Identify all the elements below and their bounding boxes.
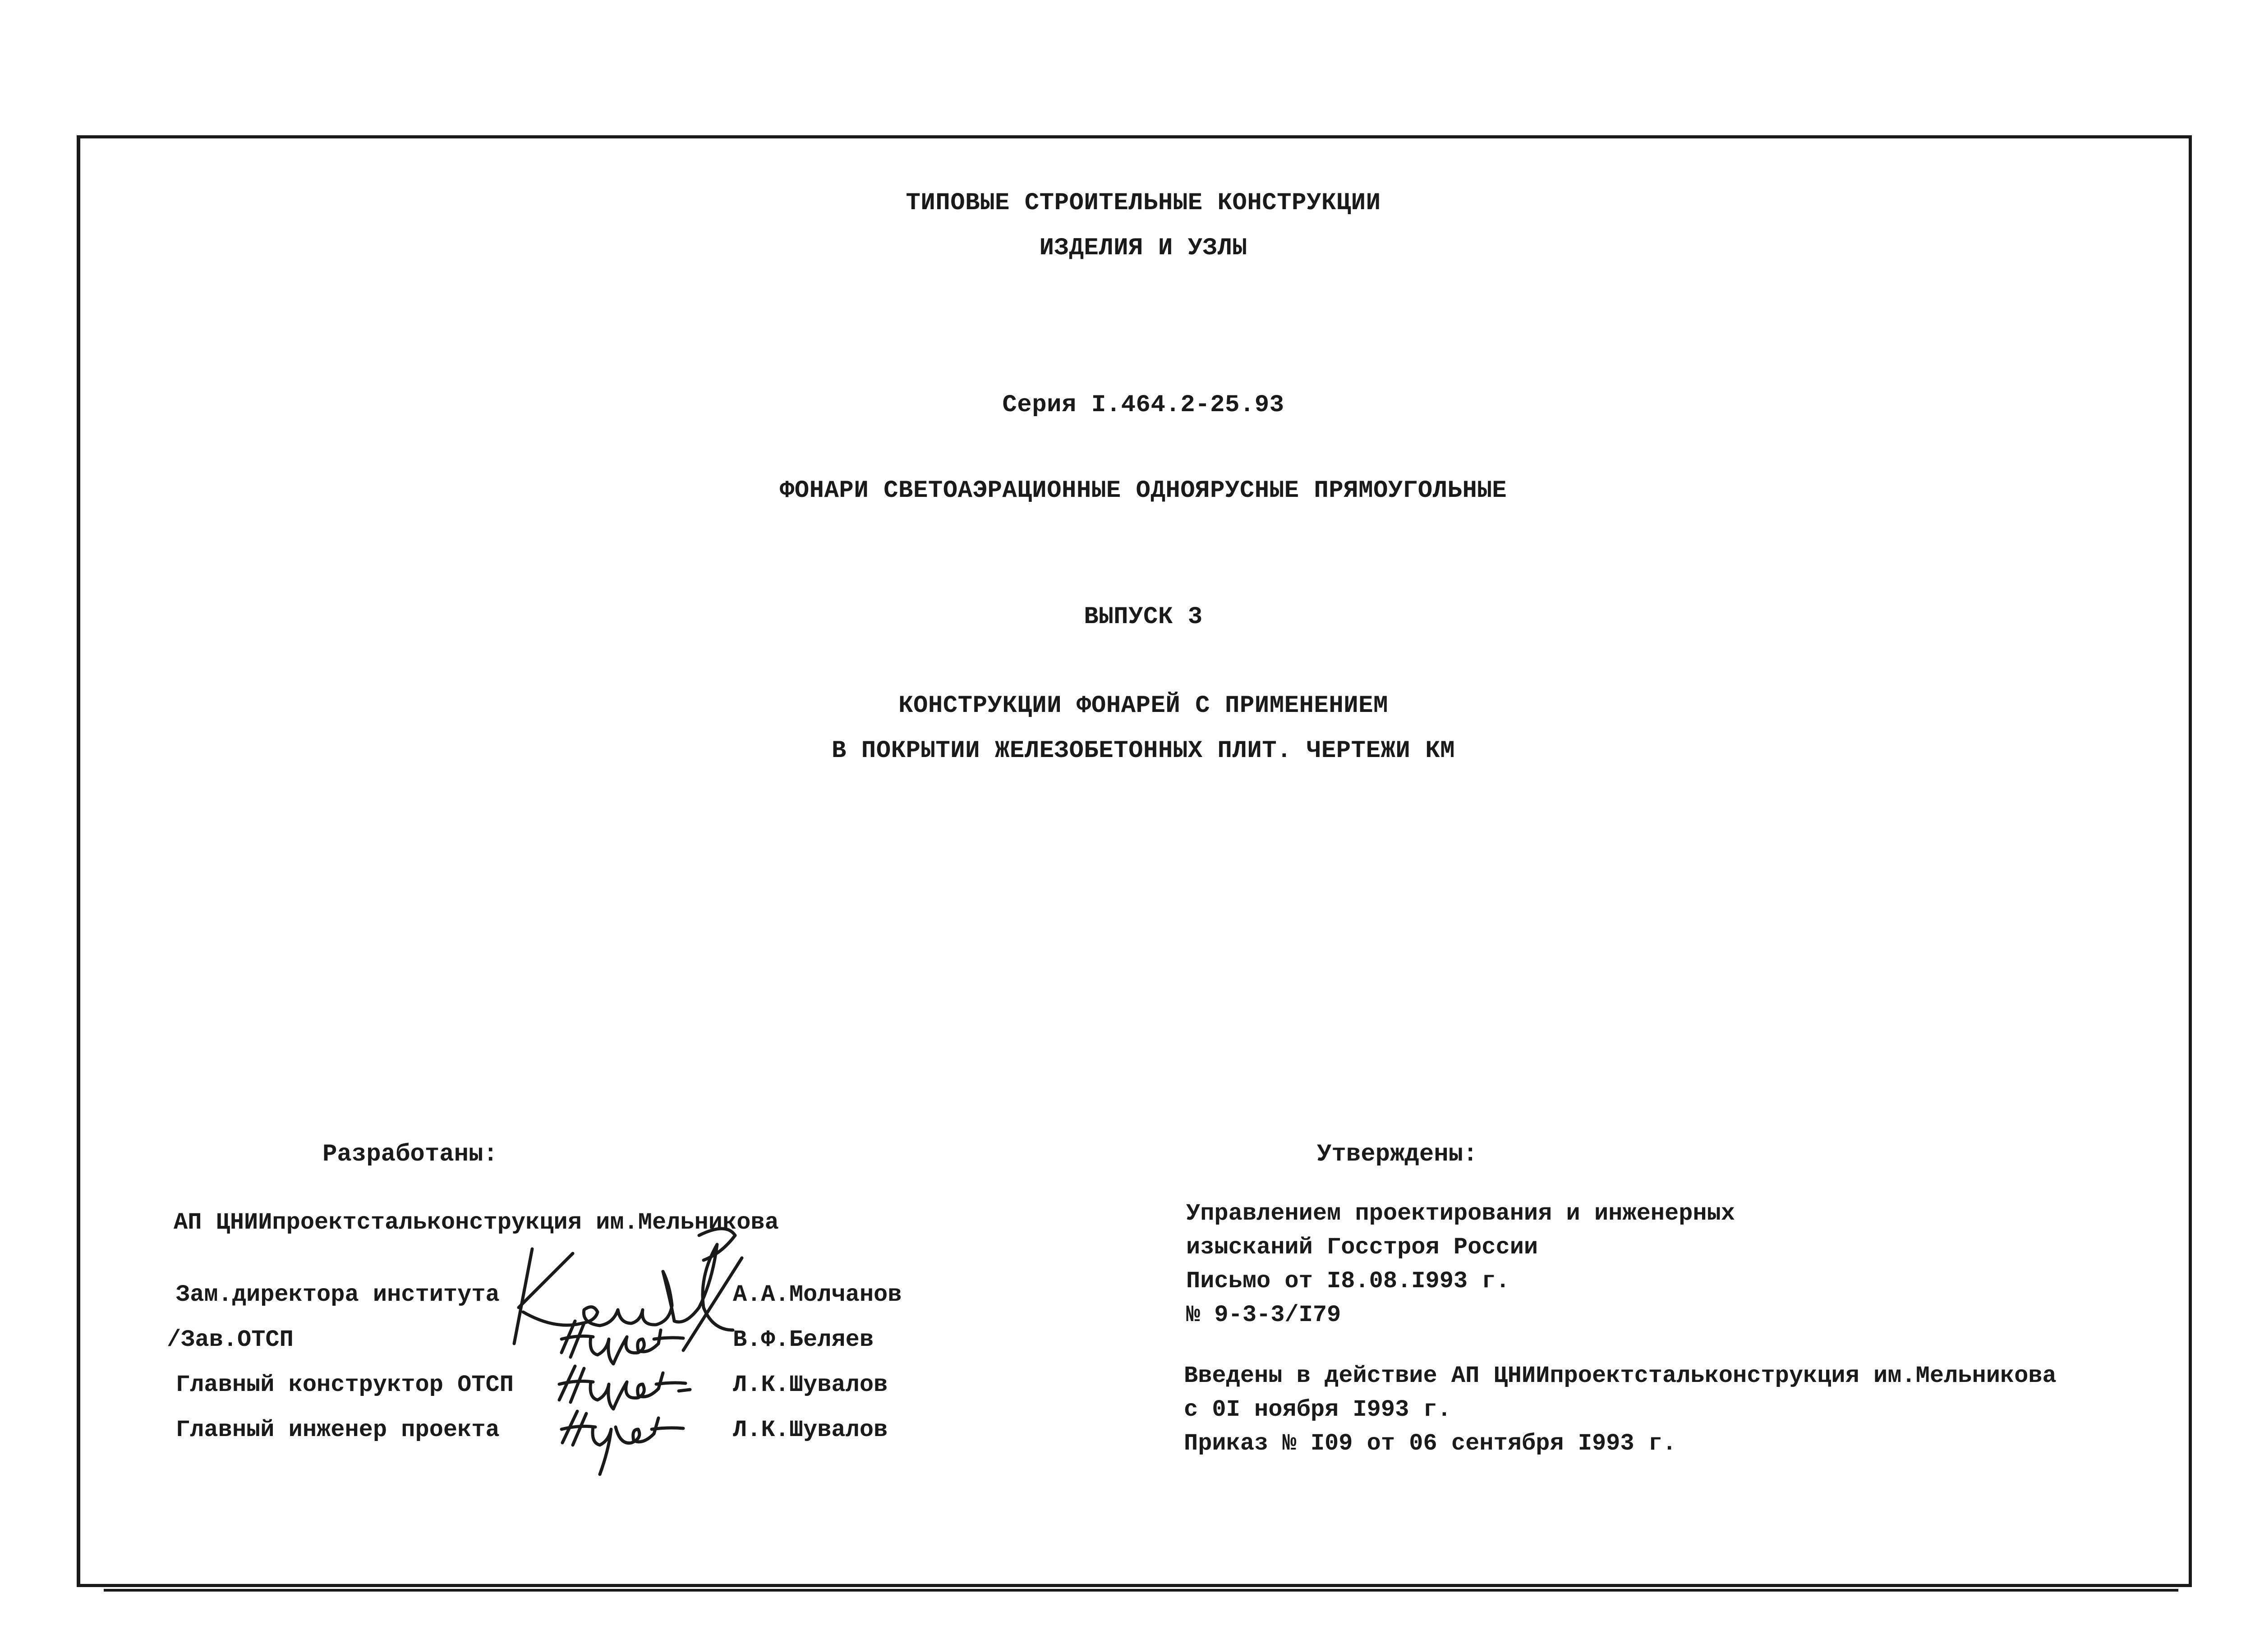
developed-heading: Разработаны: [322, 1141, 498, 1168]
enactment-line: с 0I ноября I993 г. [1184, 1396, 1451, 1423]
signatory-role: Зам.директора института [176, 1281, 500, 1308]
enactment-line: Приказ № I09 от 06 сентября I993 г. [1184, 1430, 1677, 1457]
series-number: Серия I.464.2-25.93 [1002, 391, 1284, 419]
developer-organization: АП ЦНИИпроектстальконструкция им.Мельникова [174, 1209, 779, 1236]
signatory-role: Главный конструктор ОТСП [176, 1372, 514, 1398]
header-line-1: ТИПОВЫЕ СТРОИТЕЛЬНЫЕ КОНСТРУКЦИИ [906, 189, 1381, 217]
signatory-name: Л.К.Шувалов [733, 1372, 888, 1398]
approval-line: № 9-3-3/I79 [1186, 1302, 1341, 1328]
signatory-role: Главный инженер проекта [176, 1417, 500, 1443]
issue-title-line-1: КОНСТРУКЦИИ ФОНАРЕЙ С ПРИМЕНЕНИЕМ [898, 692, 1388, 720]
issue-title-line-2: В ПОКРЫТИИ ЖЕЛЕЗОБЕТОННЫХ ПЛИТ. ЧЕРТЕЖИ КМ [831, 737, 1455, 765]
approved-heading: Утверждены: [1317, 1141, 1478, 1168]
header-line-2: ИЗДЕЛИЯ И УЗЛЫ [1039, 234, 1247, 262]
approval-line: изысканий Госстроя России [1186, 1234, 1538, 1261]
signatory-name: В.Ф.Беляев [733, 1326, 874, 1353]
issue-number: ВЫПУСК 3 [1084, 603, 1203, 631]
bottom-rule [104, 1589, 2178, 1592]
approval-line: Письмо от I8.08.I993 г. [1186, 1268, 1510, 1294]
signatory-name: Л.К.Шувалов [733, 1417, 888, 1443]
enactment-line: Введены в действие АП ЦНИИпроектстальконструкция им.Мельникова [1184, 1363, 2057, 1389]
signatory-role: /Зав.ОТСП [167, 1326, 294, 1353]
handwritten-signature [552, 1402, 706, 1479]
approval-line: Управлением проектирования и инженерных [1186, 1200, 1735, 1227]
document-subject: ФОНАРИ СВЕТОАЭРАЦИОННЫЕ ОДНОЯРУСНЫЕ ПРЯМОУГОЛЬНЫЕ [779, 477, 1507, 505]
signatory-name: А.А.Молчанов [733, 1281, 902, 1308]
